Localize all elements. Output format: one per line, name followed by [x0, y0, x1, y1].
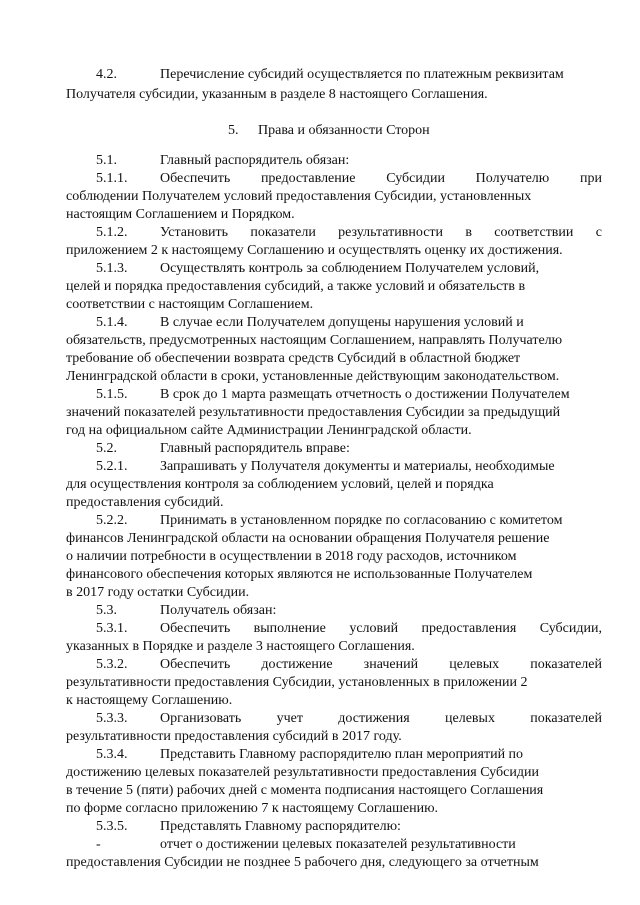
clause-text: отчет о достижении целевых показателей результативности — [160, 837, 516, 852]
text-line — [0, 854, 640, 872]
clause-number: 5.3.1. — [96, 621, 128, 636]
text-line — [0, 386, 640, 404]
text-line — [0, 476, 640, 494]
list-dash: - — [96, 837, 101, 852]
text-line — [0, 170, 640, 188]
text-line — [0, 746, 640, 764]
text-line — [0, 530, 640, 548]
clause-number: 5.3.4. — [96, 747, 128, 762]
clause-text: к настоящему Соглашению. — [66, 693, 233, 708]
text-line — [0, 440, 640, 458]
clause-text: Представлять Главному распорядителю: — [160, 819, 401, 834]
text-line — [0, 800, 640, 818]
text-line — [0, 512, 640, 530]
text-line — [0, 620, 640, 638]
clause-text: Получателя субсидии, указанным в разделе 8 настоящего Соглашения. — [66, 87, 488, 102]
text-line — [0, 494, 640, 512]
text-line — [0, 296, 640, 314]
text-line — [0, 86, 640, 104]
text-line — [0, 206, 640, 224]
text-line — [0, 224, 640, 242]
clause-number: 5.2.2. — [96, 513, 128, 528]
clause-text: Получатель обязан: — [160, 603, 277, 618]
text-line — [0, 710, 640, 728]
clause-number: 5.3.3. — [96, 711, 128, 726]
clause-number: 5.1. — [96, 153, 117, 168]
clause-text: результативности предоставления субсидий в 2017 году. — [66, 729, 402, 744]
clause-text: для осуществления контроля за соблюдением условий, целей и порядка — [66, 477, 494, 492]
text-line — [0, 458, 640, 476]
clause-number: 5.1.3. — [96, 261, 128, 276]
text-line — [0, 674, 640, 692]
clause-text: целей и порядка предоставления субсидий, а также условий и обязательств в — [66, 279, 526, 294]
clause-text: Установить показатели результативности в соответствии с — [160, 225, 602, 240]
text-line — [0, 602, 640, 620]
clause-text: Обеспечить достижение значений целевых показателей — [160, 657, 602, 672]
clause-text: Представить Главному распорядителю план мероприятий по — [160, 747, 524, 762]
clause-number: 5.1.1. — [96, 171, 128, 186]
clause-text: требование об обеспечении возврата средств Субсидий в областной бюджет — [66, 351, 521, 366]
clause-text: Ленинградской области в сроки, установленные действующим законодательством. — [66, 369, 560, 384]
clause-text: Перечисление субсидий осуществляется по платежным реквизитам — [160, 67, 564, 82]
clause-text: в 2017 году остатки Субсидии. — [66, 585, 250, 600]
clause-text: в течение 5 (пяти) рабочих дней с момента подписания настоящего Соглашения — [66, 783, 544, 798]
text-line — [0, 728, 640, 746]
clause-number: 5.3.5. — [96, 819, 128, 834]
text-line — [0, 818, 640, 836]
text-line — [0, 66, 640, 84]
text-line — [0, 368, 640, 386]
clause-number: 5.2. — [96, 441, 117, 456]
clause-text: соблюдении Получателем условий предоставления Субсидии, установленных — [66, 189, 532, 204]
clause-text: достижению целевых показателей результативности предоставления Субсидии — [66, 765, 539, 780]
clause-number: 5.2.1. — [96, 459, 128, 474]
text-line — [0, 692, 640, 710]
clause-text: предоставления субсидий. — [66, 495, 224, 510]
text-line — [0, 278, 640, 296]
text-line — [0, 332, 640, 350]
clause-text: о наличии потребности в осуществлении в 2018 году расходов, источником — [66, 549, 517, 564]
clause-text: Обеспечить предоставление Субсидии Получателю при — [160, 171, 602, 186]
clause-text: Осуществлять контроль за соблюдением Получателем условий, — [160, 261, 540, 276]
text-line — [0, 422, 640, 440]
clause-text: Организовать учет достижения целевых показателей — [160, 711, 602, 726]
clause-text: указанных в Порядке и разделе 3 настоящего Соглашения. — [66, 639, 415, 654]
clause-text: по форме согласно приложению 7 к настоящему Соглашению. — [66, 801, 439, 816]
text-line — [0, 242, 640, 260]
text-line — [0, 404, 640, 422]
clause-text: Главный распорядитель вправе: — [160, 441, 350, 456]
clause-number: 5.1.5. — [96, 387, 128, 402]
section-title: Права и обязанности Сторон — [258, 123, 430, 138]
text-line — [0, 566, 640, 584]
text-line — [0, 350, 640, 368]
clause-text: Обеспечить выполнение условий предоставления Субсидии, — [160, 621, 602, 636]
clause-text: результативности предоставления Субсидии, установленных в приложении 2 — [66, 675, 528, 690]
clause-text: год на официальном сайте Администрации Ленинградской области. — [66, 423, 472, 438]
clause-number: 5.3. — [96, 603, 117, 618]
text-line — [0, 260, 640, 278]
text-line — [0, 638, 640, 656]
text-line — [0, 836, 640, 854]
text-line — [0, 656, 640, 674]
clause-text: В случае если Получателем допущены нарушения условий и — [160, 315, 524, 330]
clause-text: значений показателей результативности предоставления Субсидии за предыдущий — [66, 405, 561, 420]
clause-text: В срок до 1 марта размещать отчетность о достижении Получателем — [160, 387, 570, 402]
clause-text: Запрашивать у Получателя документы и материалы, необходимые — [160, 459, 555, 474]
text-line — [0, 314, 640, 332]
clause-text: предоставления Субсидии не позднее 5 рабочего дня, следующего за отчетным — [66, 855, 539, 870]
clause-text: приложением 2 к настоящему Соглашению и осуществлять оценку их достижения. — [66, 243, 563, 258]
clause-text: Главный распорядитель обязан: — [160, 153, 350, 168]
text-line — [0, 782, 640, 800]
clause-number: 5.3.2. — [96, 657, 128, 672]
clause-text: финансового обеспечения которых являются не использованные Получателем — [66, 567, 533, 582]
text-line — [0, 584, 640, 602]
section-heading — [0, 122, 640, 140]
text-line — [0, 548, 640, 566]
text-line — [0, 152, 640, 170]
clause-number: 4.2. — [96, 67, 117, 82]
clause-text: настоящим Соглашением и Порядком. — [66, 207, 295, 222]
clause-text: обязательств, предусмотренных настоящим Соглашением, направлять Получателю — [66, 333, 563, 348]
clause-number: 5.1.2. — [96, 225, 128, 240]
clause-text: Принимать в установленном порядке по согласованию с комитетом — [160, 513, 563, 528]
clause-text: финансов Ленинградской области на основании обращения Получателя решение — [66, 531, 550, 546]
text-line — [0, 764, 640, 782]
clause-text: соответствии с настоящим Соглашением. — [66, 297, 314, 312]
clause-number: 5.1.4. — [96, 315, 128, 330]
text-line — [0, 188, 640, 206]
section-number: 5. — [228, 123, 239, 138]
